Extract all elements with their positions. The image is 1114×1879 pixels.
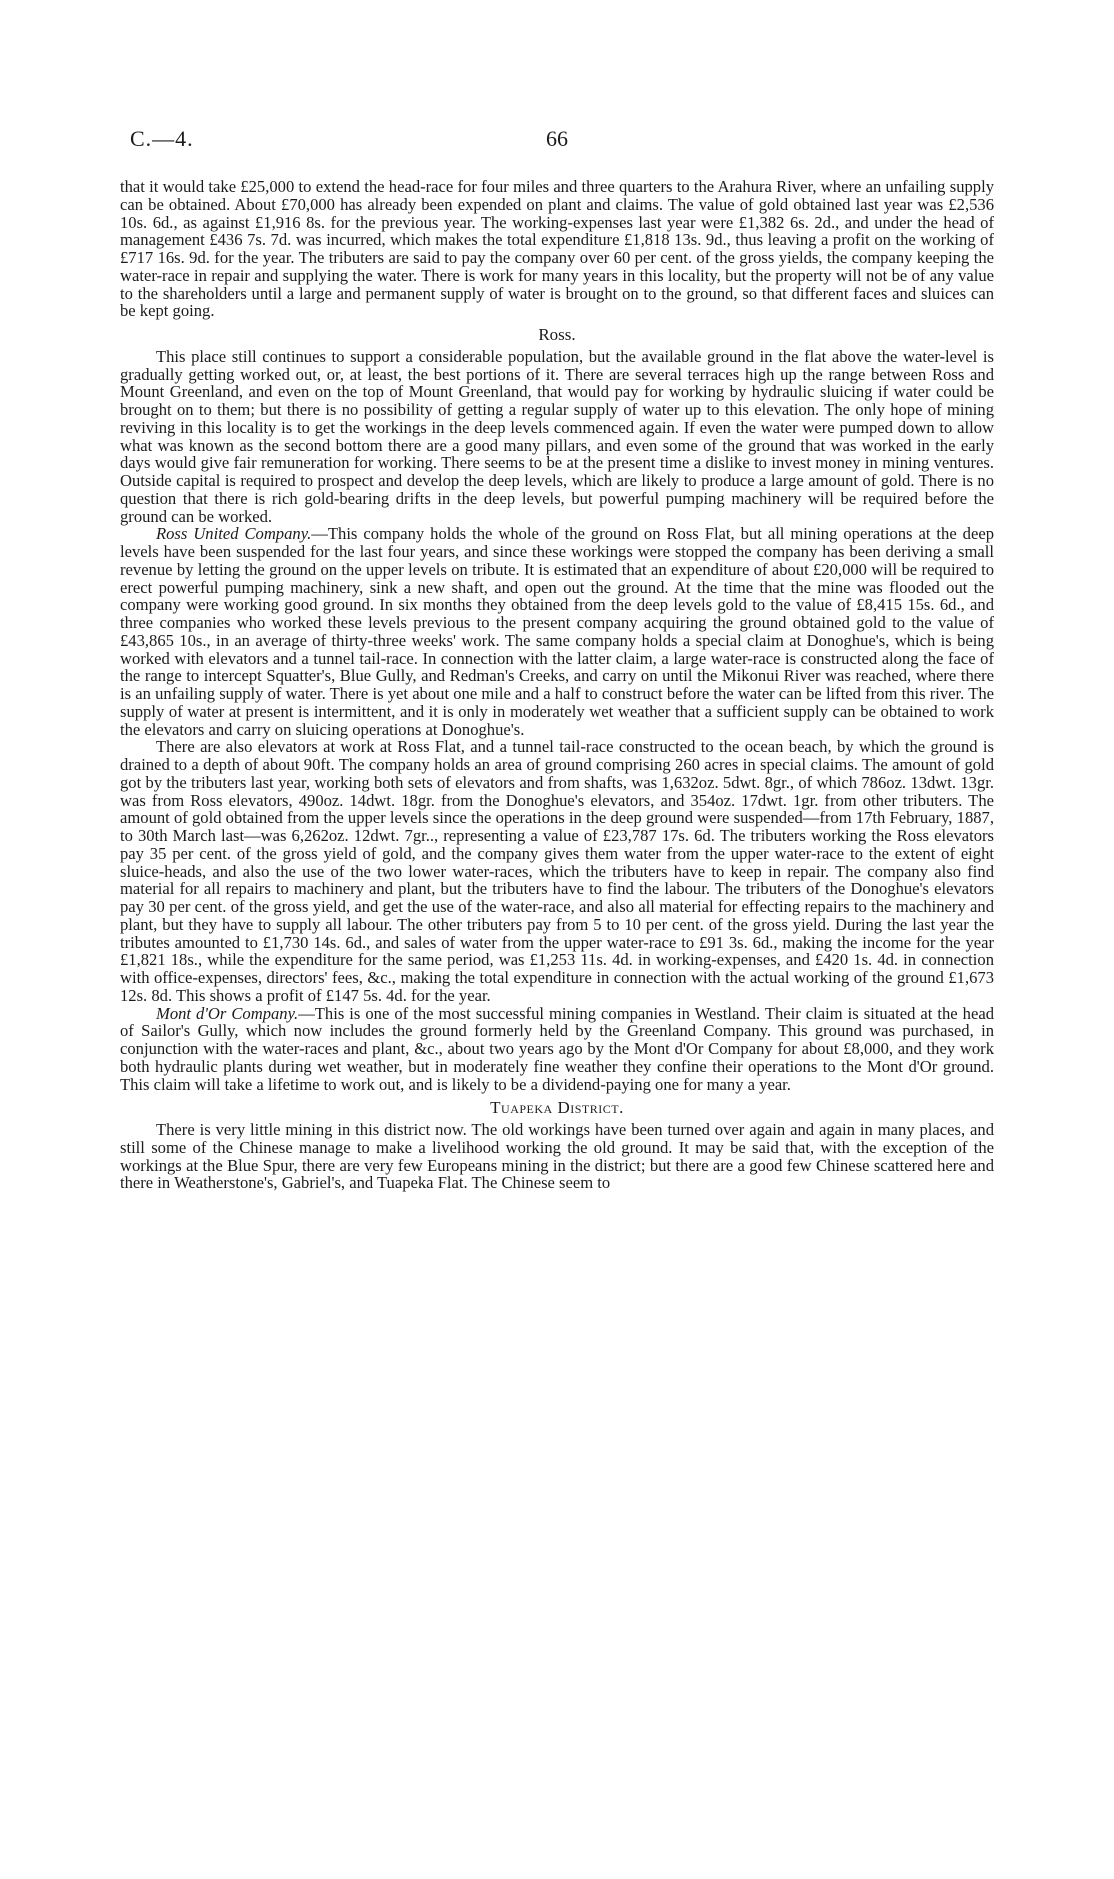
mont-dor-company-title: Mont d'Or Company. [156,1003,299,1023]
mont-dor-company-text: —This is one of the most successful mining companies in Westland. Their claim is situated at the head of Sailor's Gully, which now includes the ground formerly held by the Greenland Company. This ground was purchased, in conjunction with the water-races and plant, &c., about two years ago by the Mont d'Or Company for about £8,000, and they work both hydraulic plants during wet weather, but in moderately fine weather they confine their operations to the Mont d'Or ground. This claim will take a lifetime to work out, and is likely to be a dividend-paying one for many a year. [120,1003,994,1094]
paragraph-arahura-continuation: that it would take £25,000 to extend the head-race for four miles and three quarters to the Arahura River, where an unfailing supply can be obtained. About £70,000 has already been expended on plant and claims. The value of gold obtained last year was £2,536 10s. 6d., as against £1,916 8s. for the previous year. The working-expenses last year were £1,382 6s. 2d., and under the head of management £436 7s. 7d. was incurred, which makes the total expenditure £1,818 13s. 9d., thus leaving a profit on the working of £717 16s. 9d. for the year. The tributers are said to pay the company over 60 per cent. of the gross yields, the company keeping the water-race in repair and supplying the water. There is work for many years in this locality, but the property will not be of any value to the shareholders until a large and permanent supply of water is brought on to the ground, so that different faces and sluices can be kept going. [120,177,994,321]
paragraph-ross-elevators: There are also elevators at work at Ross Flat, and a tunnel tail-race constructed to the ocean beach, by which the ground is drained to a depth of about 90ft. The company holds an area of ground comprising 260 acres in special claims. The amount of gold got by the tributers last year, working both sets of elevators and from shafts, was 1,632oz. 5dwt. 8gr., of which 786oz. 13dwt. 13gr. was from Ross elevators, 490oz. 14dwt. 18gr. from the Donoghue's elevators, and 354oz. 17dwt. 1gr. from other tributers. The amount of gold obtained from the upper levels since the operations in the deep ground were suspended—from 17th February, 1887, to 30th March last—was 6,262oz. 12dwt. 7gr.., representing a value of £23,787 17s. 6d. The tributers working the Ross elevators pay 35 per cent. of the gross yield of gold, and the company gives them water from the upper water-race to the extent of eight sluice-heads, and also the use of the two lower water-races, which the tributers have to keep in repair. The company also find material for all repairs to machinery and plant, but the tributers have to find the labour. The tributers of the Donoghue's elevators pay 30 per cent. of the gross yield, and get the use of the water-race, and also all material for effecting repairs to the machinery and plant, but they have to supply all labour. The other tributers pay from 5 to 10 per cent. of the gross yield. During the last year the tributes amounted to £1,730 14s. 6d., and sales of water from the upper water-race to £91 3s. 6d., making the income for the year £1,821 18s., while the expenditure for the same period, was £1,253 11s. 4d. in working-expenses, and £420 1s. 4d. in connection with office-expenses, directors' fees, &c., making the total expenditure in connection with the actual working of the ground £1,673 12s. 8d. This shows a profit of £147 5s. 4d. for the year. [120,737,994,1005]
page-header [130,126,984,156]
section-heading-ross: Ross. [538,325,576,344]
paragraph-mont-dor [120,1005,994,1094]
page-body [120,178,994,1192]
paragraph-ross-united [120,525,994,738]
ross-united-company-text: —This company holds the whole of the ground on Ross Flat, but all mining operations at the deep levels have been suspended for the last four years, and since these workings were stopped the company has been deriving a small revenue by letting the ground on the upper levels on tribute. It is estimated that an expenditure of about £20,000 will be required to erect powerful pumping machinery, sink a new shaft, and open out the ground. At the time that the mine was flooded out the company were working good ground. In six months they obtained from the deep levels gold to the value of £8,415 15s. 6d., and three companies who worked these levels previous to the present company acquiring the ground obtained gold to the value of £43,865 10s., in an average of thirty-three weeks' work. The same company holds a special claim at Donoghue's, which is being worked with elevators and a tunnel tail-race. In connection with the latter claim, a large water-race is constructed along the face of the range to intercept Squatter's, Blue Gully, and Redman's Creeks, and carry on until the Mikonui River was reached, where there is an unfailing supply of water. There is yet about one mile and a half to construct before the water can be lifted from this river. The supply of water at present is intermittent, and it is only in moderately wet weather that a sufficient supply can be obtained to work the elevators and carry on sluicing operations at Donoghue's. [120,524,994,739]
page-number: 66 [546,126,568,151]
ross-united-company-title: Ross United Company. [156,524,312,544]
section-heading-tuapeka: Tuapeka District. [490,1098,624,1118]
paragraph-ross-intro: This place still continues to support a considerable population, but the available ground in the flat above the water-level is gradually getting worked out, or, at least, the best portions of it. There are several terraces high up the range between Ross and Mount Greenland, and even on the top of Mount Greenland, that would pay for working by hydraulic sluicing if water could be brought on to them; but there is no possibility of getting a regular supply of water up to this elevation. The only hope of mining reviving in this locality is to get the workings in the deep levels commenced again. If even the water were pumped down to allow what was known as the second bottom there are a good many pillars, and even some of the ground that was worked in the early days would give fair remuneration for working. There seems to be at the present time a dislike to invest money in mining ventures. Outside capital is required to prospect and develop the deep levels, which are likely to produce a large amount of gold. There is no question that there is rich gold-bearing drifts in the deep levels, but powerful pumping machinery will be required before the ground can be worked. [120,346,994,526]
document-reference: C.—4. [130,126,194,151]
paragraph-tuapeka: There is very little mining in this district now. The old workings have been turned over again and again in many places, and still some of the Chinese manage to make a livelihood working the old ground. It may be said that, with the exception of the workings at the Blue Spur, there are very few Europeans mining in the district; but there are a good few Chinese scattered here and there in Weatherstone's, Gabriel's, and Tuapeka Flat. The Chinese seem to [120,1120,994,1193]
